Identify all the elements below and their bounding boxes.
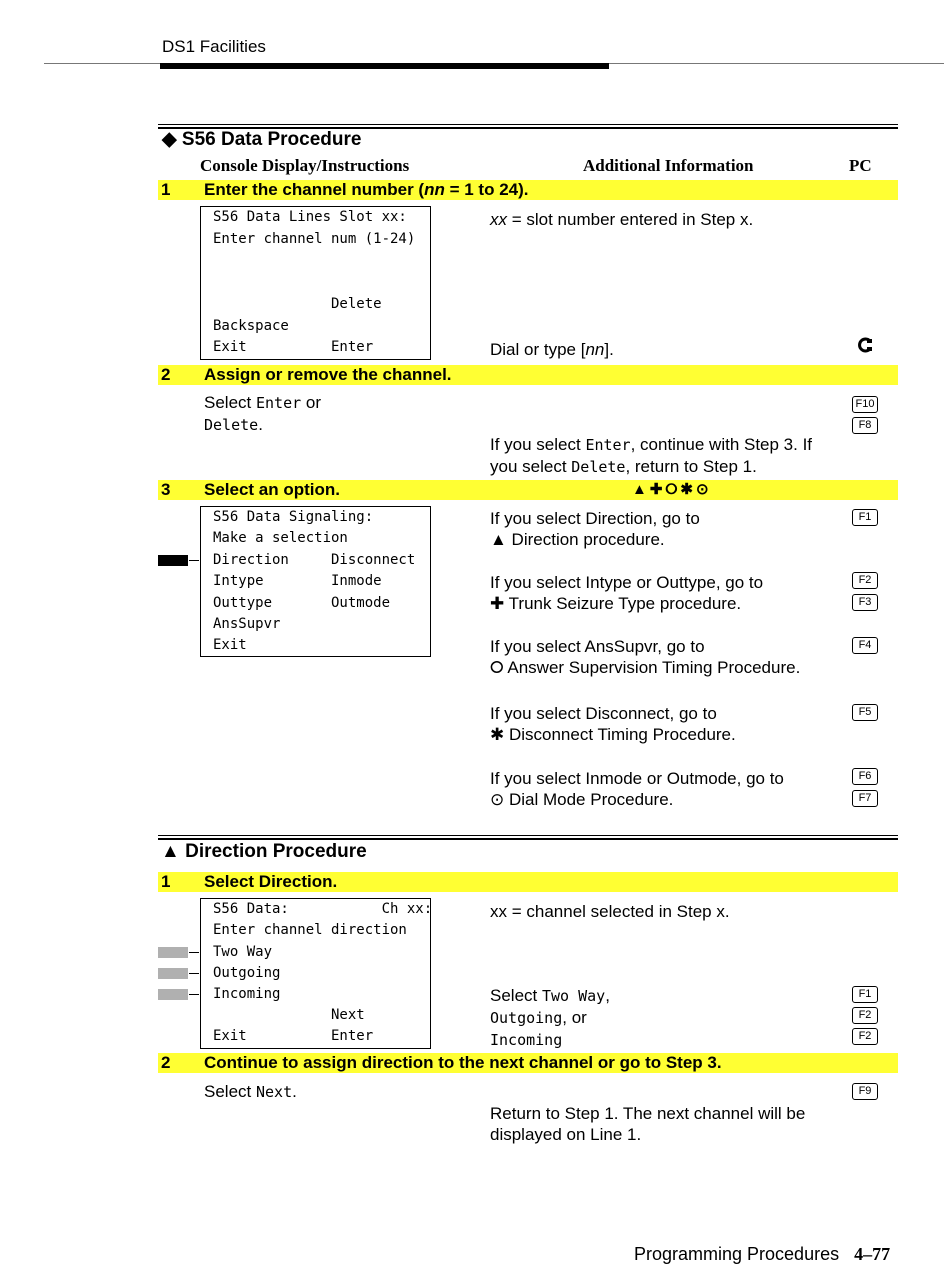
console-line: S56 Data: Ch xx: [213,901,433,917]
console-line: Two Way [213,944,273,960]
column-header-pc: PC [849,156,872,175]
option-outgoing[interactable]: Outgoing [490,1009,563,1027]
function-key-f10[interactable]: F10 [852,396,878,413]
running-header: DS1 Facilities [162,37,266,56]
info-slot: xx = slot number entered in Step x. [490,210,754,229]
function-key-f4[interactable]: F4 [852,637,878,654]
console-line: Outgoing [213,965,281,981]
info-dial: Dial or type [nn]. [490,340,614,359]
function-key-f6[interactable]: F6 [852,768,878,785]
direction-title-text: Direction Procedure [185,841,367,862]
console-line: AnsSupvr [213,616,281,632]
function-key-f3[interactable]: F3 [852,594,878,611]
section-title [162,128,361,152]
info-direction: If you select Direction, go to ▲ Direction procedure. [490,509,700,549]
console-line: Intype Inmode [213,573,382,589]
function-key-f2[interactable]: F2 [852,572,878,589]
console-display-direction [200,898,431,1049]
phone-handset-icon [857,337,873,353]
diamond-bullet-icon: ◆ [162,129,177,150]
console-line: Incoming [213,986,281,1002]
step-bar-2 [158,365,898,385]
step-number: 1 [161,872,171,891]
info-disconnect: If you select Disconnect, go to ✱ Disconnect Timing Procedure. [490,704,736,744]
page-number: 4–77 [854,1244,891,1264]
console-line: Delete [213,296,382,312]
function-key-f5[interactable]: F5 [852,704,878,721]
function-key-f1[interactable]: F1 [852,509,878,526]
option-next[interactable]: Next [255,1083,293,1101]
function-key-f1[interactable]: F1 [852,986,878,1003]
step-number: 2 [161,365,171,384]
option-incoming[interactable]: Incoming [490,1031,563,1049]
option-two-way[interactable]: Two Way [541,987,606,1005]
step-bar-dir-2 [158,1053,898,1073]
step-text: Enter the channel number (nn = 1 to 24). [204,180,529,199]
function-key-f2[interactable]: F2 [852,1007,878,1024]
step-number: 3 [161,480,171,499]
console-line: Outtype Outmode [213,595,391,611]
function-key-f8[interactable]: F8 [852,417,878,434]
console-line: Enter channel direction [213,922,407,938]
info-trunk: If you select Intype or Outtype, go to ✚ Trunk Seizure Type procedure. [490,573,764,613]
step-bar-1 [158,180,898,200]
option-enter[interactable]: Enter [255,394,302,412]
info-step2: If you select Enter, continue with Step 3. If you select Delete, return to Step 1. [490,435,813,476]
console-line: S56 Data Signaling: [213,509,374,525]
console-display-3 [200,506,431,657]
step-text: Select an option. [204,480,341,499]
console-line: S56 Data Lines Slot xx: [213,209,407,225]
step-bar-3 [158,480,898,500]
instruction-select-direction: Select Two Way, Outgoing, or Incoming [490,986,610,1049]
step-bar-dir-1 [158,872,898,892]
marker-tick [189,994,199,995]
step-text: Continue to assign direction to the next channel or go to Step 3. [204,1053,722,1072]
marker-tick [189,952,199,953]
step-text: Select Direction. [204,872,338,891]
option-delete[interactable]: Delete [204,416,259,434]
marker-tick [189,973,199,974]
page-footer [634,1243,890,1265]
function-key-f7[interactable]: F7 [852,790,878,807]
console-line: Exit Enter [213,339,374,355]
console-line: Direction Disconnect [213,552,416,568]
step-text: Assign or remove the channel. [204,365,452,384]
step-number: 2 [161,1053,171,1072]
step-number: 1 [161,180,171,199]
console-display-1 [200,206,431,360]
console-line: Exit Enter [213,1028,374,1044]
column-header-info: Additional Information [583,156,754,175]
marker-tick [189,560,199,561]
instruction-select-next: Select Next. [204,1082,297,1101]
footer-chapter: Programming Procedures [634,1244,840,1264]
option-marker [158,947,188,958]
console-line: Exit [213,637,247,653]
function-key-f2[interactable]: F2 [852,1028,878,1045]
column-header-console: Console Display/Instructions [200,156,410,175]
triangle-icon: ▲ [161,841,180,862]
info-channel: xx = channel selected in Step x. [490,902,730,921]
info-anssupvr: If you select AnsSupvr, go to ⭘ Answer Supervision Timing Procedure. [490,637,801,677]
console-line: Next [213,1007,365,1023]
procedure-symbols: ▲✚⭘✱⊙ [632,481,712,498]
instruction-select-enter-delete: Select Enter or Delete. [204,393,321,434]
function-key-f9[interactable]: F9 [852,1083,878,1100]
option-marker [158,989,188,1000]
section-title-text: S56 Data Procedure [181,129,362,150]
header-bar [160,63,609,69]
option-marker [158,968,188,979]
console-line: Backspace [213,318,289,334]
info-next-channel: Return to Step 1. The next channel will be displayed on Line 1. [490,1104,806,1144]
info-dialmode: If you select Inmode or Outmode, go to ⊙ Dial Mode Procedure. [490,769,784,809]
console-line: Enter channel num (1-24) [213,231,416,247]
selection-marker [158,555,188,566]
direction-title [161,840,367,864]
console-line: Make a selection [213,530,348,546]
